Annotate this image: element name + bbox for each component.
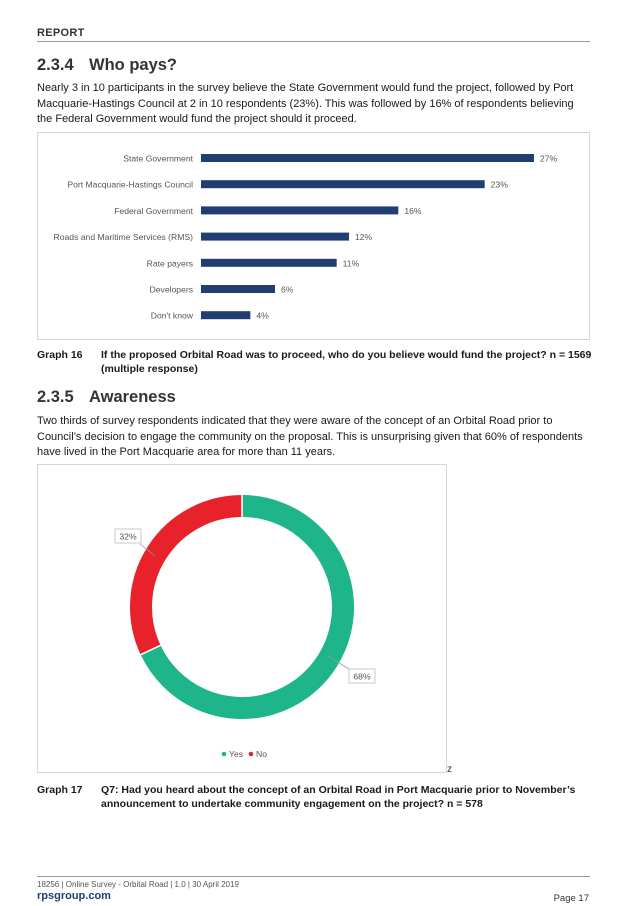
bar-value-label: 11% [342, 258, 360, 269]
bar-5 [201, 259, 337, 267]
section-heading-who-pays [37, 56, 177, 75]
yes-value-label: 68% [353, 671, 371, 682]
bar-value-label: 23% [490, 179, 508, 190]
legend-yes-marker [222, 752, 227, 757]
graph16-label: Graph 16 [37, 349, 83, 361]
footer-doc-info: 18256 | Online Survey - Orbital Road | 1.0 | 30 April 2019 [37, 880, 239, 889]
bar-value-label: 27% [540, 153, 558, 164]
legend-no-label: No [256, 749, 267, 759]
footer-page-number: Page 17 [553, 893, 589, 904]
graph16-caption [37, 348, 597, 378]
bar-value-label: 16% [404, 205, 422, 216]
legend-yes-label: Yes [229, 749, 244, 759]
bar-category-label: Federal Government [114, 205, 193, 216]
bar-3 [201, 206, 398, 214]
bar-chart [38, 133, 589, 339]
awareness-paragraph: Two thirds of survey respondents indicated that they were aware of the concept of an Orbital Road prior to Council’s decision to engage the community on the proposal. This is unsurprising given that 60% of respondents have lived in the Port Macquarie area for more than 11 years. [37, 415, 583, 458]
bar-value-label: 6% [281, 284, 294, 295]
bar-category-label: Don't know [150, 310, 193, 321]
doughnut-chart-container [37, 464, 447, 773]
bar-2 [201, 180, 485, 188]
report-header-label: REPORT [37, 27, 85, 39]
section-number: 2.3.4 [37, 56, 74, 74]
bar-6 [201, 285, 275, 293]
bar-value-label: 12% [355, 232, 373, 243]
bar-value-label: 4% [256, 310, 269, 321]
bar-category-label: Roads and Maritime Services (RMS) [53, 232, 193, 243]
graph17-caption-text: Q7: Had you heard about the concept of an Orbital Road in Port Macquarie prior to November’s announcement to undertake community engagement on the project? n = 578 [101, 784, 576, 810]
footer-url[interactable]: rpsgroup.com [37, 890, 111, 902]
bar-chart-container [37, 132, 590, 340]
bar-category-label: Developers [149, 284, 193, 295]
no-value-label: 32% [119, 531, 137, 542]
legend-no-marker [249, 752, 254, 757]
bar-category-label: Port Macquarie-Hastings Council [67, 179, 193, 190]
stray-mark: z [447, 764, 452, 775]
section-number: 2.3.5 [37, 388, 74, 406]
footer-rule [37, 876, 590, 877]
graph16-caption-text: If the proposed Orbital Road was to proceed, who do you believe would fund the project? n = 1569 (multiple response) [101, 349, 592, 375]
bar-7 [201, 311, 250, 319]
section-title: Awareness [89, 388, 176, 406]
bar-category-label: Rate payers [146, 258, 193, 269]
header-rule [37, 41, 590, 42]
doughnut-chart [38, 465, 446, 772]
bar-category-label: State Government [123, 153, 193, 164]
graph17-caption [37, 783, 597, 813]
section-heading-awareness [37, 388, 176, 407]
donut-slice-no [141, 506, 242, 650]
bar-1 [201, 154, 534, 162]
graph17-label: Graph 17 [37, 784, 83, 796]
who-pays-paragraph: Nearly 3 in 10 participants in the survey believe the State Government would fund the project, followed by Port Macquarie-Hastings Council at 2 in 10 respondents (23%). This was followed by 16% of respondents believing the Federal Government would fund the project should it proceed. [37, 82, 574, 125]
section-title: Who pays? [89, 56, 178, 74]
bar-4 [201, 233, 349, 241]
